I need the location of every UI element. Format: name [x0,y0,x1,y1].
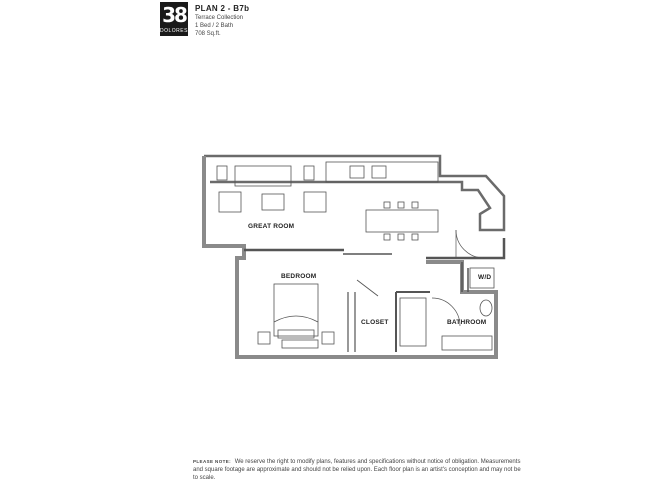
dining-south-wall [426,238,504,258]
label-bathroom: BATHROOM [447,319,487,326]
closet-door [357,280,378,296]
toilet [480,300,492,316]
dining-table [366,210,438,232]
logo-name: DOLORES [160,28,188,34]
entry-door-swing [456,230,484,258]
plan-title: PLAN 2 - B7b [195,4,250,13]
armchair-left [219,192,241,212]
dresser [282,340,318,348]
closet-wall [348,292,355,352]
armchair-right [304,192,326,212]
vanity [442,336,492,350]
beds-baths: 1 Bed / 2 Bath [195,23,234,29]
nightstand-right [322,332,334,344]
note-label: PLEASE NOTE: [193,459,232,464]
shower [400,298,426,346]
label-closet: CLOSET [361,319,389,326]
disclaimer-text: We reserve the right to modify plans, features and specifications without notice of obligation. Measurements and square footage are approximate and should not be relied upon. Each floor plan is an artist's conception and may not be to scale. [193,459,521,481]
label-great-room: GREAT ROOM [248,223,295,230]
area: 708 Sq.ft. [195,31,221,37]
label-wd: W/D [478,274,492,281]
bed [274,284,318,336]
outer-wall [204,156,504,230]
logo-number: 38 [162,3,186,27]
label-bedroom: BEDROOM [281,273,317,280]
coffee-table [262,194,284,210]
nightstand-left [258,332,270,344]
collection-name: Terrace Collection [195,15,244,21]
disclaimer [193,458,523,482]
kitchen-counter [326,162,438,182]
